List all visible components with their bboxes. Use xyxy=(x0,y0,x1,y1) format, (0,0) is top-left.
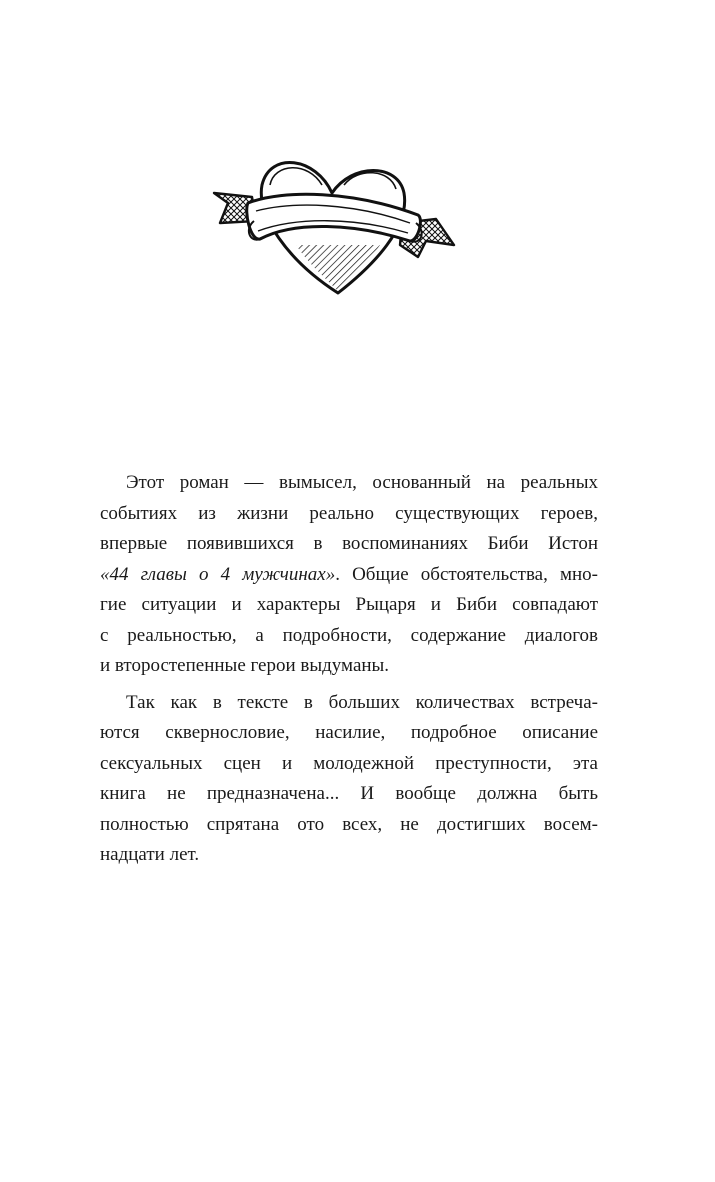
paragraph-1 xyxy=(100,468,598,682)
text-line: ются сквернословие, насилие, подробное описание xyxy=(100,722,598,743)
text-line: книга не предназначена... И вообще должна быть xyxy=(100,783,598,804)
text-line: впервые появившихся в воспоминаниях Биби Истон xyxy=(100,533,598,554)
disclaimer-text xyxy=(100,468,598,871)
text-line: полностью спрятана ото всех, не достигших восем- xyxy=(100,813,598,835)
text-line: Так как в тексте в больших количествах встреча- xyxy=(126,691,598,713)
heart-with-banner-icon xyxy=(204,145,459,305)
text-fragment: . Общие обстоятельства, мно- xyxy=(335,563,598,585)
text-line: и второстепенные герои выдуманы. xyxy=(100,655,390,676)
text-line: гие ситуации и характеры Рыцаря и Биби совпадают xyxy=(100,594,598,615)
paragraph-2 xyxy=(100,688,598,871)
text-line: надцати лет. xyxy=(100,844,200,865)
text-line: сексуальных сцен и молодежной преступности, эта xyxy=(100,752,598,774)
text-line xyxy=(100,560,598,591)
text-line: Этот роман — вымысел, основанный на реальных xyxy=(126,472,598,493)
book-title: «44 главы о 4 мужчинах» xyxy=(100,563,336,585)
text-line: событиях из жизни реально существующих героев, xyxy=(100,502,598,524)
text-line: с реальностью, а подробности, содержание диалогов xyxy=(100,624,598,646)
